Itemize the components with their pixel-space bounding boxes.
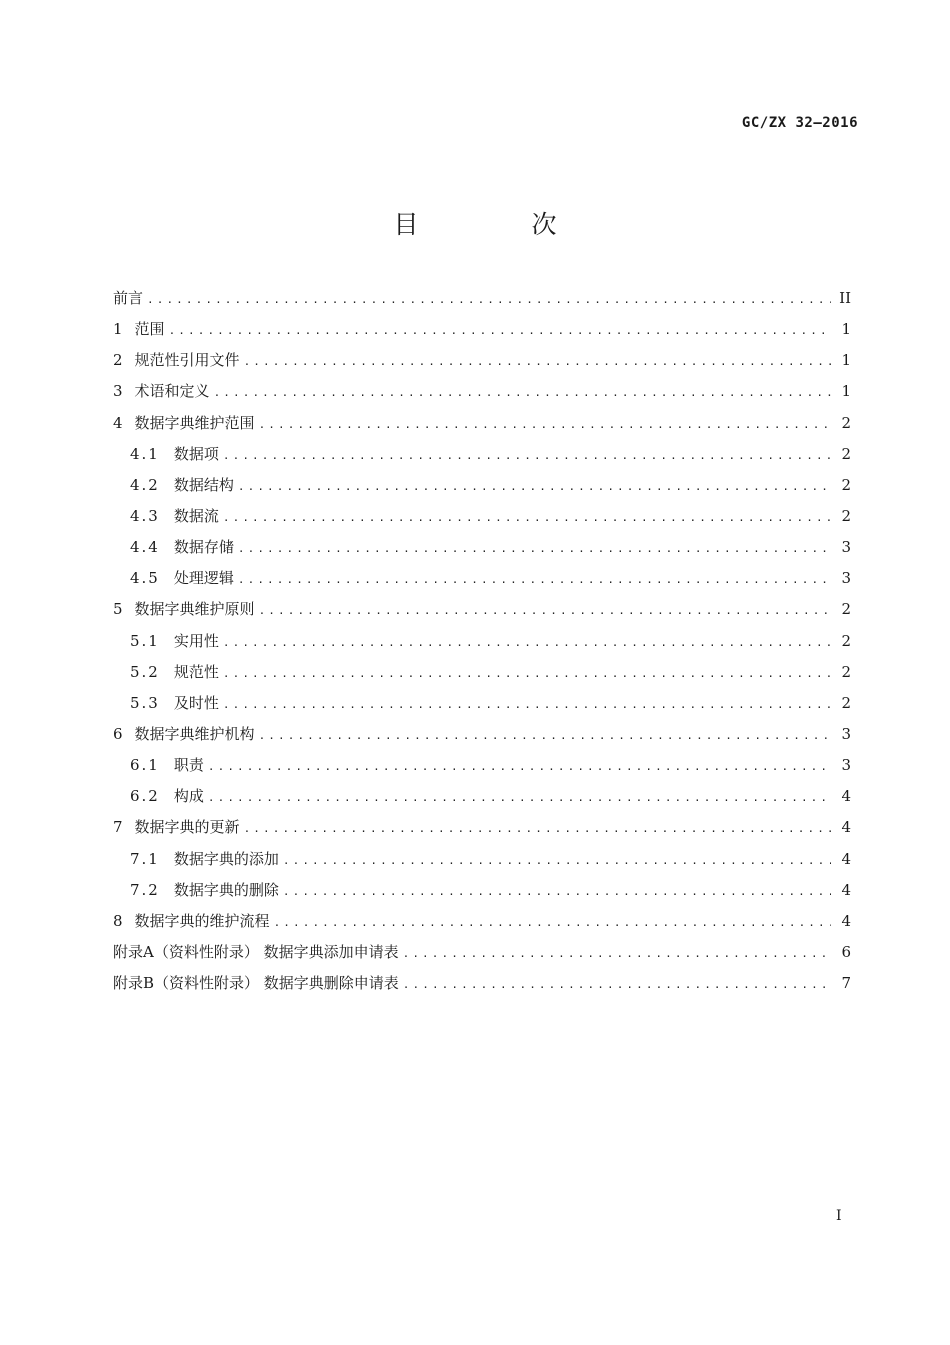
toc-entry-number: 4.2 bbox=[130, 475, 160, 494]
toc-entry-page: II bbox=[839, 289, 851, 307]
toc-dot-leader bbox=[223, 440, 831, 471]
toc-entry[interactable] bbox=[113, 501, 851, 532]
toc-entry-number: 6.1 bbox=[130, 756, 160, 775]
toc-entry-page: 2 bbox=[841, 444, 851, 463]
toc-entry-number: 6 bbox=[113, 724, 123, 743]
toc-dot-leader bbox=[223, 689, 831, 720]
toc-entry-page: 1 bbox=[841, 351, 851, 370]
table-of-contents bbox=[113, 283, 851, 999]
toc-entry-page: 3 bbox=[841, 538, 851, 557]
toc-entry-label: 数据字典的删除 bbox=[173, 880, 279, 899]
toc-dot-leader bbox=[214, 377, 831, 408]
toc-dot-leader bbox=[259, 595, 831, 626]
toc-entry[interactable] bbox=[113, 906, 851, 937]
toc-entry[interactable] bbox=[113, 719, 851, 750]
toc-dot-leader bbox=[223, 627, 831, 658]
toc-entry-number: 7.2 bbox=[130, 880, 160, 899]
toc-entry-page: 1 bbox=[841, 320, 851, 339]
toc-dot-leader bbox=[259, 720, 831, 751]
toc-dot-leader bbox=[403, 938, 831, 969]
toc-entry[interactable] bbox=[113, 875, 851, 906]
toc-entry-page: 1 bbox=[841, 382, 851, 401]
toc-dot-leader bbox=[238, 533, 831, 564]
toc-entry-page: 4 bbox=[841, 880, 851, 899]
toc-entry[interactable] bbox=[113, 688, 851, 719]
toc-entry[interactable] bbox=[113, 408, 851, 439]
toc-entry-label: 数据结构 bbox=[173, 475, 234, 494]
toc-entry-label: 数据字典的添加 bbox=[173, 849, 279, 868]
toc-entry-page: 3 bbox=[841, 756, 851, 775]
toc-entry[interactable] bbox=[113, 968, 851, 999]
toc-entry[interactable] bbox=[113, 376, 851, 407]
toc-entry-label: 数据存储 bbox=[173, 538, 234, 557]
toc-entry-label: 附录A（资料性附录） 数据字典添加申请表 bbox=[113, 942, 399, 961]
toc-entry[interactable] bbox=[113, 781, 851, 812]
toc-dot-leader bbox=[223, 502, 831, 533]
toc-entry-number: 5.2 bbox=[130, 662, 160, 681]
toc-entry-label: 数据字典维护机构 bbox=[134, 724, 255, 743]
toc-entry-label: 规范性 bbox=[173, 662, 219, 681]
toc-entry-label: 及时性 bbox=[173, 693, 219, 712]
toc-entry-page: 4 bbox=[841, 849, 851, 868]
toc-entry-page: 2 bbox=[841, 662, 851, 681]
toc-entry-label: 数据字典维护原则 bbox=[134, 600, 255, 619]
toc-dot-leader bbox=[208, 751, 831, 782]
page-title: 目 次 bbox=[393, 210, 601, 239]
toc-entry-label: 附录B（资料性附录） 数据字典删除申请表 bbox=[113, 974, 399, 993]
toc-dot-leader bbox=[403, 969, 831, 1000]
toc-dot-leader bbox=[283, 845, 831, 876]
toc-entry-page: 3 bbox=[841, 569, 851, 588]
toc-dot-leader bbox=[274, 907, 831, 938]
toc-entry[interactable] bbox=[113, 439, 851, 470]
toc-dot-leader bbox=[259, 409, 831, 440]
toc-entry[interactable] bbox=[113, 563, 851, 594]
toc-entry-label: 规范性引用文件 bbox=[134, 351, 240, 370]
toc-entry-number: 5 bbox=[113, 600, 123, 619]
toc-entry-number: 4 bbox=[113, 413, 123, 432]
toc-entry-number: 4.4 bbox=[130, 538, 160, 557]
page-number: I bbox=[836, 1208, 842, 1224]
toc-entry-label: 数据流 bbox=[173, 506, 219, 525]
toc-entry[interactable] bbox=[113, 937, 851, 968]
toc-dot-leader bbox=[238, 471, 831, 502]
toc-entry-number: 5.3 bbox=[130, 693, 160, 712]
toc-entry[interactable] bbox=[113, 812, 851, 843]
toc-entry[interactable] bbox=[113, 657, 851, 688]
toc-dot-leader bbox=[238, 564, 831, 595]
toc-entry-page: 4 bbox=[841, 818, 851, 837]
toc-entry-page: 4 bbox=[841, 911, 851, 930]
toc-entry[interactable] bbox=[113, 594, 851, 625]
toc-entry-label: 职责 bbox=[173, 756, 204, 775]
toc-dot-leader bbox=[283, 876, 831, 907]
toc-dot-leader bbox=[208, 782, 831, 813]
toc-entry-label: 实用性 bbox=[173, 631, 219, 650]
toc-entry-number: 4.1 bbox=[130, 444, 160, 463]
toc-entry-number: 1 bbox=[113, 320, 123, 339]
toc-entry-label: 数据字典维护范围 bbox=[134, 413, 255, 432]
toc-entry-page: 2 bbox=[841, 600, 851, 619]
toc-entry-label: 术语和定义 bbox=[134, 382, 210, 401]
toc-entry-label: 处理逻辑 bbox=[173, 569, 234, 588]
toc-entry-page: 6 bbox=[841, 942, 851, 961]
toc-entry-page: 3 bbox=[841, 724, 851, 743]
toc-entry-page: 2 bbox=[841, 506, 851, 525]
toc-entry[interactable] bbox=[113, 283, 851, 314]
toc-entry-label: 数据项 bbox=[173, 444, 219, 463]
toc-entry[interactable] bbox=[113, 314, 851, 345]
toc-entry-label: 数据字典的更新 bbox=[134, 818, 240, 837]
toc-entry-page: 7 bbox=[841, 974, 851, 993]
toc-entry[interactable] bbox=[113, 844, 851, 875]
toc-entry-number: 5.1 bbox=[130, 631, 160, 650]
toc-entry-number: 7.1 bbox=[130, 849, 160, 868]
toc-entry-page: 2 bbox=[841, 631, 851, 650]
toc-entry-number: 8 bbox=[113, 911, 123, 930]
toc-entry-page: 4 bbox=[841, 787, 851, 806]
toc-entry-label: 构成 bbox=[173, 787, 204, 806]
toc-entry[interactable] bbox=[113, 626, 851, 657]
toc-dot-leader bbox=[244, 813, 831, 844]
toc-entry-number: 2 bbox=[113, 351, 123, 370]
toc-dot-leader bbox=[169, 315, 831, 346]
toc-dot-leader bbox=[223, 658, 831, 689]
toc-entry[interactable] bbox=[113, 470, 851, 501]
toc-entry-number: 4.3 bbox=[130, 506, 160, 525]
toc-entry[interactable] bbox=[113, 345, 851, 376]
toc-entry-number: 3 bbox=[113, 382, 123, 401]
toc-dot-leader bbox=[147, 284, 831, 315]
toc-entry-number: 4.5 bbox=[130, 569, 160, 588]
document-code: GC/ZX 32—2016 bbox=[741, 115, 858, 131]
toc-entry-label: 前言 bbox=[113, 289, 144, 307]
toc-entry[interactable] bbox=[113, 532, 851, 563]
toc-entry-label: 数据字典的维护流程 bbox=[134, 911, 270, 930]
toc-dot-leader bbox=[244, 346, 831, 377]
toc-entry[interactable] bbox=[113, 750, 851, 781]
toc-entry-number: 7 bbox=[113, 818, 123, 837]
toc-entry-label: 范围 bbox=[134, 320, 165, 339]
toc-entry-page: 2 bbox=[841, 413, 851, 432]
toc-entry-page: 2 bbox=[841, 693, 851, 712]
toc-entry-page: 2 bbox=[841, 475, 851, 494]
toc-entry-number: 6.2 bbox=[130, 787, 160, 806]
